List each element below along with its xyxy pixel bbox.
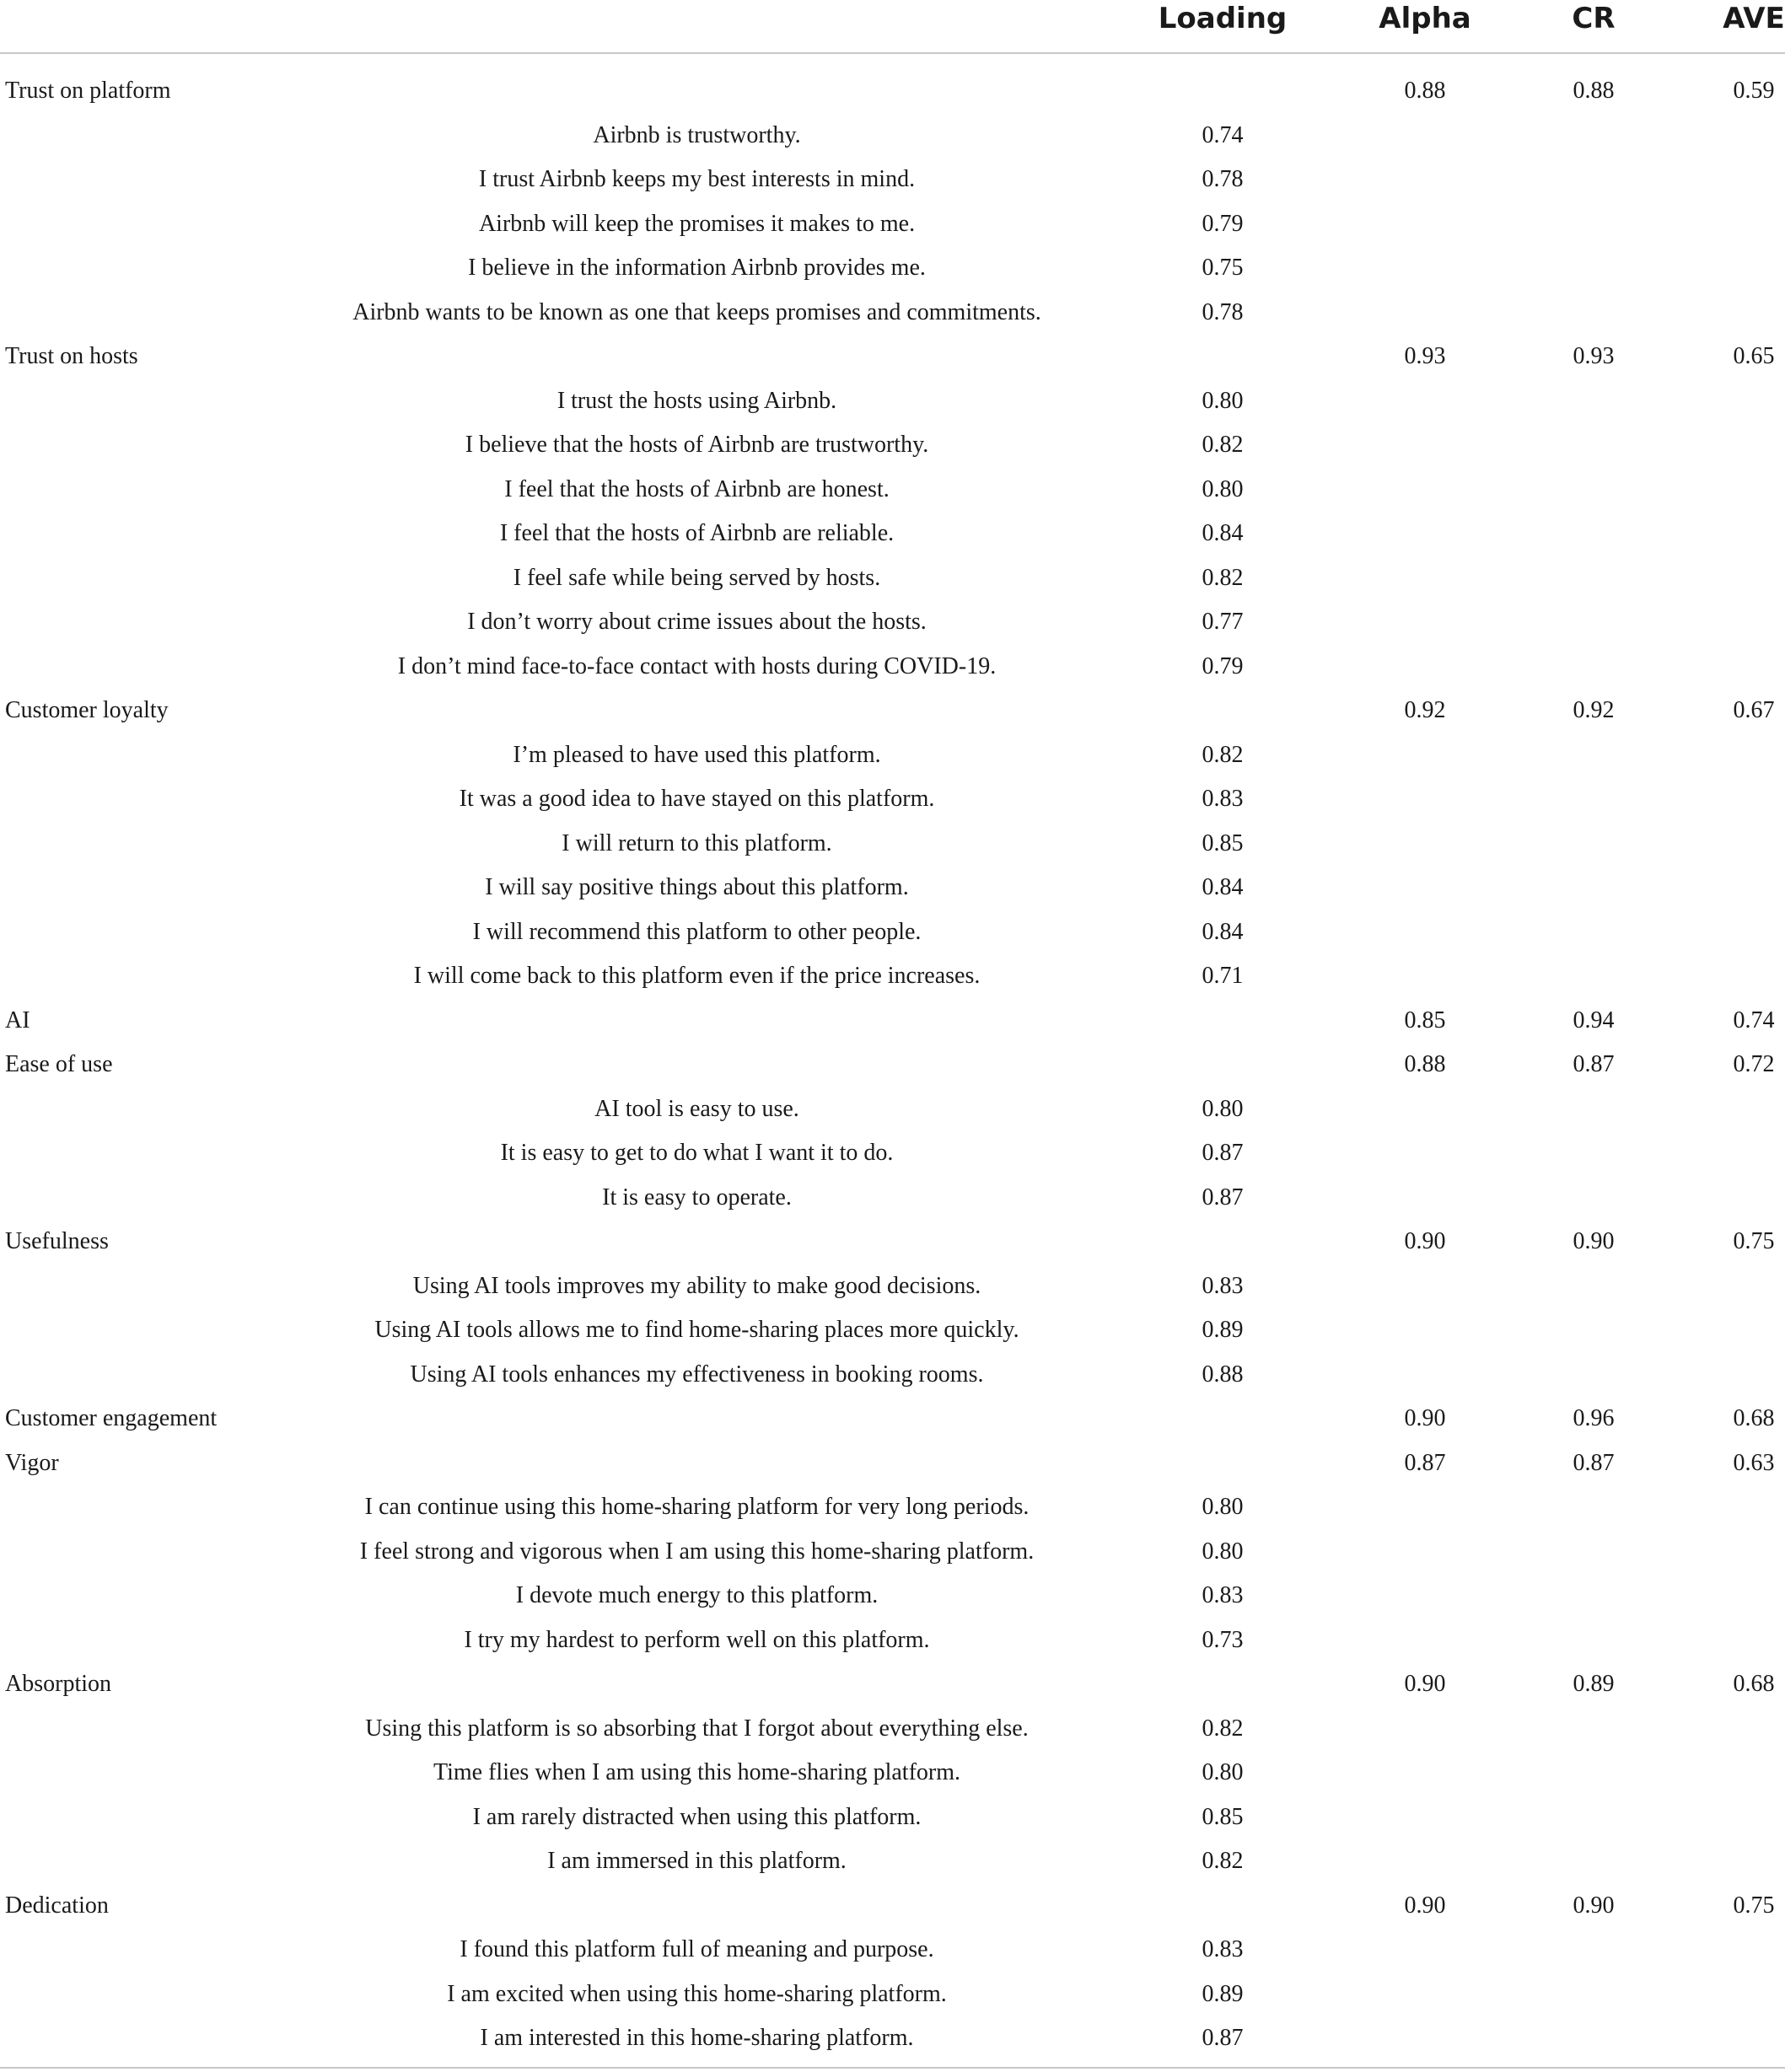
loading-value: 0.78 (1202, 298, 1244, 325)
item-text: Using AI tools improves my ability to make good decisions. (412, 1272, 981, 1299)
item-text: It is easy to operate. (602, 1184, 792, 1210)
alpha-value: 0.92 (1404, 697, 1446, 723)
loading-value: 0.78 (1202, 166, 1244, 192)
item-text: I believe in the information Airbnb provides me. (468, 255, 926, 281)
ave-value: 0.67 (1733, 697, 1775, 723)
loading-value: 0.89 (1202, 1980, 1244, 2007)
alpha-value: 0.90 (1404, 1405, 1446, 1431)
item-text: I will say positive things about this platform. (485, 874, 909, 900)
construct-row (0, 1884, 1785, 1929)
item-row (0, 246, 1785, 291)
item-text: I will return to this platform. (562, 829, 832, 856)
cr-value: 0.89 (1573, 1671, 1615, 1697)
item-row (0, 1176, 1785, 1221)
construct-row (0, 689, 1785, 733)
item-row (0, 910, 1785, 955)
item-text: Airbnb wants to be known as one that keeps promises and commitments. (352, 298, 1041, 325)
cr-value: 0.87 (1573, 1051, 1615, 1077)
construct-label: Usefulness (5, 1228, 109, 1254)
loading-value: 0.79 (1202, 652, 1244, 679)
item-row (0, 1928, 1785, 1973)
item-text: Time flies when I am using this home-sharing platform. (433, 1759, 960, 1785)
construct-label: AI (5, 1006, 30, 1033)
item-row (0, 1839, 1785, 1884)
alpha-value: 0.90 (1404, 1892, 1446, 1919)
item-row (0, 423, 1785, 468)
item-text: Airbnb will keep the promises it makes to me. (478, 210, 916, 237)
ave-value: 0.59 (1733, 78, 1775, 104)
loading-value: 0.83 (1202, 1582, 1244, 1608)
item-text: Using AI tools enhances my effectiveness in booking rooms. (410, 1361, 984, 1388)
item-text: I don’t worry about crime issues about the hosts. (467, 609, 927, 635)
loading-value: 0.80 (1202, 475, 1244, 502)
item-row (0, 1264, 1785, 1309)
item-text: I feel that the hosts of Airbnb are reliable. (499, 520, 895, 546)
item-text: I trust Airbnb keeps my best interests in mind. (478, 166, 916, 192)
header-rule (0, 52, 1785, 54)
loading-value: 0.82 (1202, 564, 1244, 591)
alpha-value: 0.85 (1404, 1006, 1446, 1033)
item-text: I am excited when using this home-sharing platform. (447, 1980, 947, 2007)
construct-row (0, 1043, 1785, 1087)
header-alpha: Alpha (1379, 2, 1471, 35)
item-row (0, 954, 1785, 999)
item-row (0, 1707, 1785, 1752)
loading-value: 0.80 (1202, 1095, 1244, 1122)
item-text: I am interested in this home-sharing platform. (480, 2025, 914, 2051)
item-text: I will come back to this platform even if the price increases. (413, 963, 981, 989)
loading-value: 0.80 (1202, 1494, 1244, 1520)
loading-value: 0.82 (1202, 1848, 1244, 1874)
loading-value: 0.77 (1202, 609, 1244, 635)
item-text: Using this platform is so absorbing that I forgot about everything else. (365, 1715, 1029, 1742)
item-text: I’m pleased to have used this platform. (513, 741, 881, 768)
construct-label: Customer engagement (5, 1405, 218, 1431)
loading-value: 0.80 (1202, 387, 1244, 414)
item-row (0, 777, 1785, 822)
loading-value: 0.85 (1202, 829, 1244, 856)
item-row (0, 1485, 1785, 1530)
loading-value: 0.87 (1202, 1140, 1244, 1166)
cr-value: 0.93 (1573, 343, 1615, 369)
item-row (0, 600, 1785, 645)
item-text: I am immersed in this platform. (547, 1848, 847, 1874)
ave-value: 0.74 (1733, 1006, 1775, 1033)
cr-value: 0.90 (1573, 1228, 1615, 1254)
construct-label: Vigor (5, 1449, 59, 1476)
loading-value: 0.89 (1202, 1317, 1244, 1343)
ave-value: 0.65 (1733, 343, 1775, 369)
header-loading: Loading (1158, 2, 1288, 35)
item-row (0, 645, 1785, 690)
item-text: I trust the hosts using Airbnb. (556, 387, 837, 414)
item-row (0, 733, 1785, 778)
cr-value: 0.94 (1573, 1006, 1615, 1033)
item-row (0, 379, 1785, 424)
cr-value: 0.92 (1573, 697, 1615, 723)
construct-label: Trust on hosts (5, 343, 138, 369)
item-text: I am rarely distracted when using this platform. (472, 1803, 922, 1830)
item-row (0, 468, 1785, 513)
ave-value: 0.75 (1733, 1228, 1775, 1254)
item-text: I try my hardest to perform well on this platform. (464, 1626, 930, 1653)
item-text: I feel that the hosts of Airbnb are honest. (504, 475, 890, 502)
item-row (0, 512, 1785, 556)
item-row (0, 1618, 1785, 1663)
alpha-value: 0.93 (1404, 343, 1446, 369)
construct-label: Customer loyalty (5, 697, 169, 723)
loading-value: 0.82 (1202, 1715, 1244, 1742)
item-text: It is easy to get to do what I want it to do. (500, 1140, 894, 1166)
construct-row (0, 1441, 1785, 1486)
item-text: I devote much energy to this platform. (515, 1582, 879, 1608)
item-text: I feel safe while being served by hosts. (513, 564, 881, 591)
loading-value: 0.73 (1202, 1626, 1244, 1653)
loading-value: 0.87 (1202, 1184, 1244, 1210)
alpha-value: 0.88 (1404, 78, 1446, 104)
cr-value: 0.96 (1573, 1405, 1615, 1431)
construct-row (0, 69, 1785, 114)
item-text: I don’t mind face-to-face contact with hosts during COVID-19. (397, 652, 997, 679)
loading-value: 0.87 (1202, 2025, 1244, 2051)
construct-label: Absorption (5, 1671, 111, 1697)
construct-label: Trust on platform (5, 78, 171, 104)
loading-value: 0.80 (1202, 1759, 1244, 1785)
loading-value: 0.83 (1202, 1272, 1244, 1299)
item-text: I found this platform full of meaning and purpose. (460, 1936, 934, 1962)
construct-row (0, 335, 1785, 379)
ave-value: 0.68 (1733, 1671, 1775, 1697)
bottom-rule (0, 2067, 1785, 2069)
header-cr: CR (1572, 2, 1616, 35)
construct-row (0, 1662, 1785, 1707)
item-text: I feel strong and vigorous when I am using this home-sharing platform. (359, 1538, 1035, 1565)
alpha-value: 0.90 (1404, 1228, 1446, 1254)
item-row (0, 822, 1785, 867)
item-row (0, 556, 1785, 601)
item-text: I will recommend this platform to other people. (472, 918, 922, 945)
cr-value: 0.88 (1573, 78, 1615, 104)
item-row (0, 1751, 1785, 1796)
item-row (0, 1308, 1785, 1353)
item-text: Airbnb is trustworthy. (593, 121, 801, 148)
header-ave: AVE (1723, 2, 1785, 35)
loading-value: 0.84 (1202, 918, 1244, 945)
construct-row (0, 999, 1785, 1044)
loading-value: 0.83 (1202, 1936, 1244, 1962)
construct-label: Dedication (5, 1892, 109, 1919)
construct-label: Ease of use (5, 1051, 113, 1077)
alpha-value: 0.87 (1404, 1449, 1446, 1476)
loading-value: 0.75 (1202, 255, 1244, 281)
item-text: AI tool is easy to use. (594, 1095, 799, 1122)
item-text: I can continue using this home-sharing platform for very long periods. (364, 1494, 1030, 1520)
item-text: Using AI tools allows me to find home-sharing places more quickly. (374, 1317, 1019, 1343)
cr-value: 0.87 (1573, 1449, 1615, 1476)
loading-value: 0.83 (1202, 786, 1244, 812)
item-row (0, 202, 1785, 247)
item-row (0, 866, 1785, 910)
loading-value: 0.84 (1202, 874, 1244, 900)
ave-value: 0.75 (1733, 1892, 1775, 1919)
item-row (0, 1087, 1785, 1132)
item-row (0, 158, 1785, 202)
loading-value: 0.88 (1202, 1361, 1244, 1388)
loading-value: 0.80 (1202, 1538, 1244, 1565)
item-row (0, 291, 1785, 335)
construct-row (0, 1397, 1785, 1441)
item-row (0, 114, 1785, 158)
loading-value: 0.71 (1202, 963, 1244, 989)
item-row (0, 1973, 1785, 2017)
cr-value: 0.90 (1573, 1892, 1615, 1919)
alpha-value: 0.88 (1404, 1051, 1446, 1077)
loading-value: 0.85 (1202, 1803, 1244, 1830)
alpha-value: 0.90 (1404, 1671, 1446, 1697)
item-row (0, 1574, 1785, 1618)
ave-value: 0.68 (1733, 1405, 1775, 1431)
loading-value: 0.79 (1202, 210, 1244, 237)
loading-value: 0.84 (1202, 520, 1244, 546)
item-row (0, 2016, 1785, 2061)
loading-value: 0.74 (1202, 121, 1244, 148)
item-row (0, 1796, 1785, 1840)
ave-value: 0.63 (1733, 1449, 1775, 1476)
item-row (0, 1353, 1785, 1398)
loading-value: 0.82 (1202, 432, 1244, 458)
item-text: I believe that the hosts of Airbnb are trustworthy. (465, 432, 929, 458)
item-text: It was a good idea to have stayed on this platform. (459, 786, 935, 812)
construct-row (0, 1220, 1785, 1264)
ave-value: 0.72 (1733, 1051, 1775, 1077)
item-row (0, 1530, 1785, 1575)
item-row (0, 1131, 1785, 1176)
loading-value: 0.82 (1202, 741, 1244, 768)
